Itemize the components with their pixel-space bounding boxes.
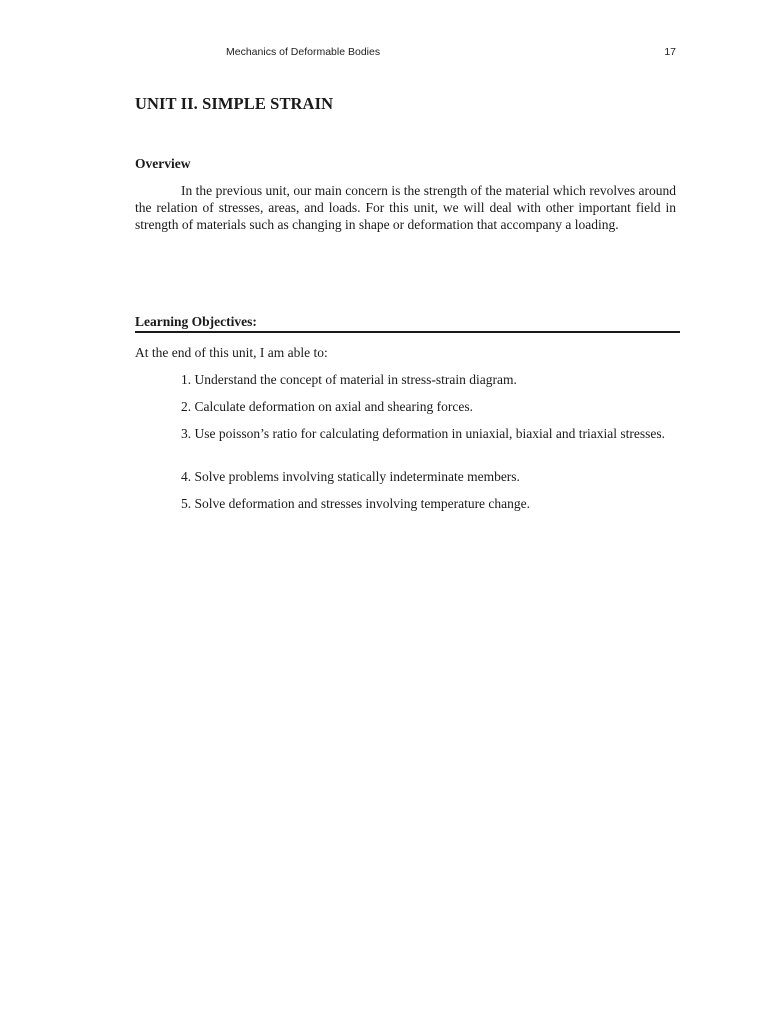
heading-underline-rule [135, 331, 680, 333]
objective-item: 4. Solve problems involving statically indeterminate members. [181, 469, 520, 484]
running-header [226, 46, 676, 62]
learning-objectives-heading: Learning Objectives: [135, 314, 257, 329]
overview-heading: Overview [135, 156, 191, 171]
overview-paragraph: In the previous unit, our main concern is the strength of the material which revolves around the relation of stresses, areas, and loads. For this unit, we will deal with other important field in strength of materials such as changing in shape or deformation that accompany a loading. [135, 183, 676, 232]
objective-item: 1. Understand the concept of material in stress-strain diagram. [181, 372, 517, 387]
page-number: 17 [664, 46, 676, 58]
objective-item: 2. Calculate deformation on axial and shearing forces. [181, 399, 474, 414]
objective-item: 3. Use poisson’s ratio for calculating deformation in uniaxial, biaxial and triaxial stresses. [181, 426, 666, 441]
unit-title: UNIT II. SIMPLE STRAIN [135, 94, 334, 113]
objective-item: 5. Solve deformation and stresses involving temperature change. [181, 496, 531, 511]
objectives-intro: At the end of this unit, I am able to: [135, 345, 328, 360]
running-header-title: Mechanics of Deformable Bodies [226, 46, 381, 58]
